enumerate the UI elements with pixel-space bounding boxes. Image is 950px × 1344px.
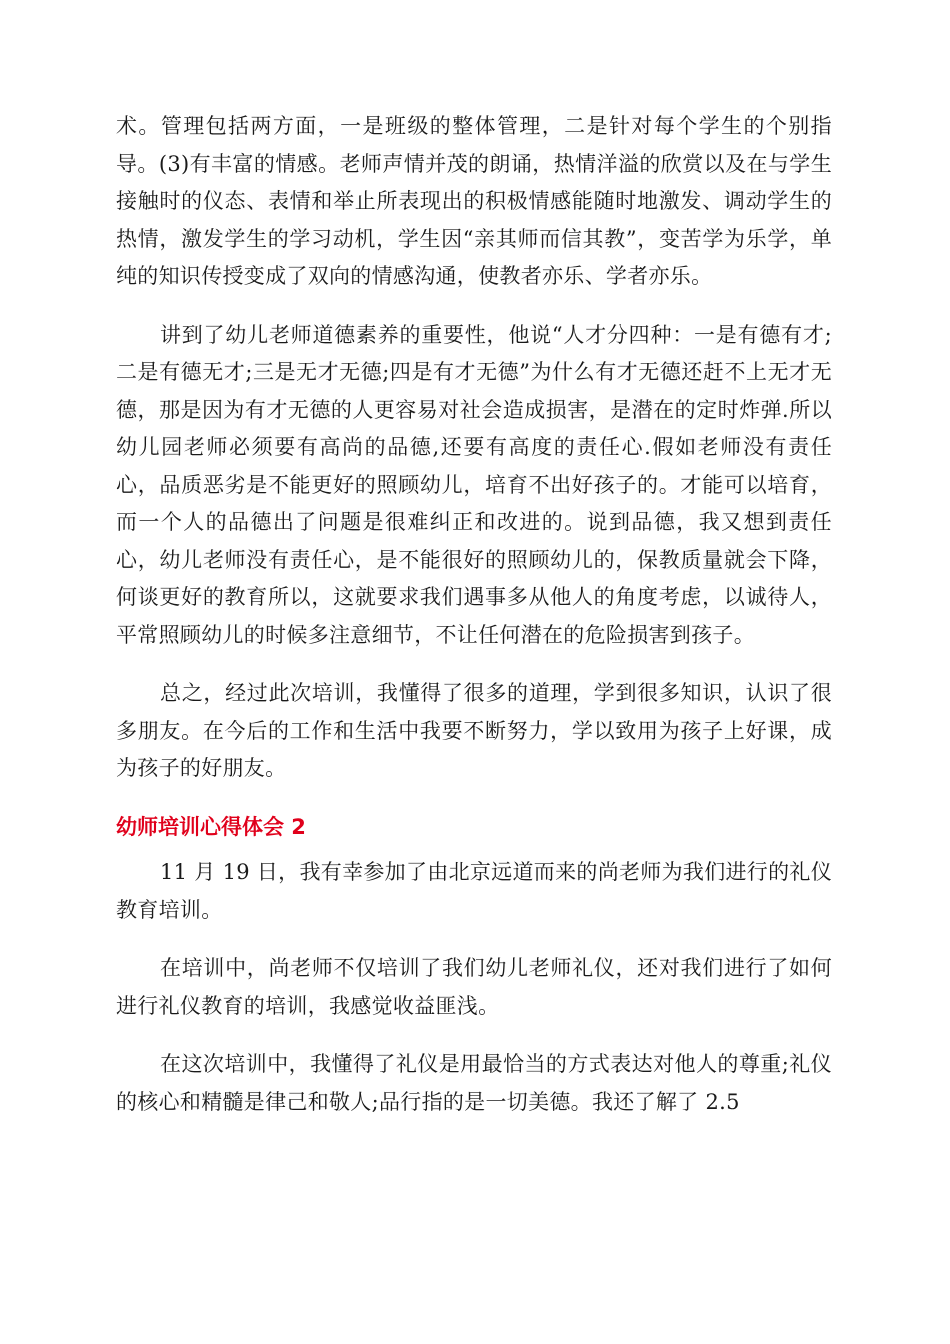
body-paragraph: 在培训中，尚老师不仅培训了我们幼儿老师礼仪，还对我们进行了如何进行礼仪教育的培训，我感觉收益匪浅。 — [116, 956, 832, 1018]
body-paragraph: 术。管理包括两方面，一是班级的整体管理，二是针对每个学生的个别指导。(3)有丰富的情感。老师声情并茂的朗诵，热情洋溢的欣赏以及在与学生接触时的仪态、表情和举止所表现出的积极情感能随时地激发、调动学生的热情，激发学生的学习动机，学生因“亲其师而信其教”，变苦学为乐学，单纯的知识传授变成了双向的情感沟通，使教者亦乐、学者亦乐。 — [116, 114, 832, 288]
document-page — [116, 108, 832, 1121]
section-heading: 幼师培训心得体会 2 — [116, 814, 306, 839]
body-paragraph: 11 月 19 日，我有幸参加了由北京远道而来的尚老师为我们进行的礼仪教育培训。 — [116, 860, 832, 922]
body-paragraph: 总之，经过此次培训，我懂得了很多的道理，学到很多知识，认识了很多朋友。在今后的工作和生活中我要不断努力，学以致用为孩子上好课，成为孩子的好朋友。 — [116, 681, 832, 780]
body-paragraph: 讲到了幼儿老师道德素养的重要性，他说“人才分四种：一是有德有才;二是有德无才;三是无才无德;四是有才无德”为什么有才无德还赶不上无才无德，那是因为有才无德的人更容易对社会造成损害，是潜在的定时炸弹.所以幼儿园老师必须要有高尚的品德,还要有高度的责任心.假如老师没有责任心，品质恶劣是不能更好的照顾幼儿，培育不出好孩子的。才能可以培育，而一个人的品德出了问题是很难纠正和改进的。说到品德，我又想到责任心，幼儿老师没有责任心，是不能很好的照顾幼儿的，保教质量就会下降，何谈更好的教育所以，这就要求我们遇事多从他人的角度考虑，以诚待人，平常照顾幼儿的时候多注意细节，不让任何潜在的危险损害到孩子。 — [116, 322, 832, 647]
body-paragraph: 在这次培训中，我懂得了礼仪是用最恰当的方式表达对他人的尊重;礼仪的核心和精髓是律己和敬人;品行指的是一切美德。我还了解了 2.5 — [116, 1052, 832, 1114]
